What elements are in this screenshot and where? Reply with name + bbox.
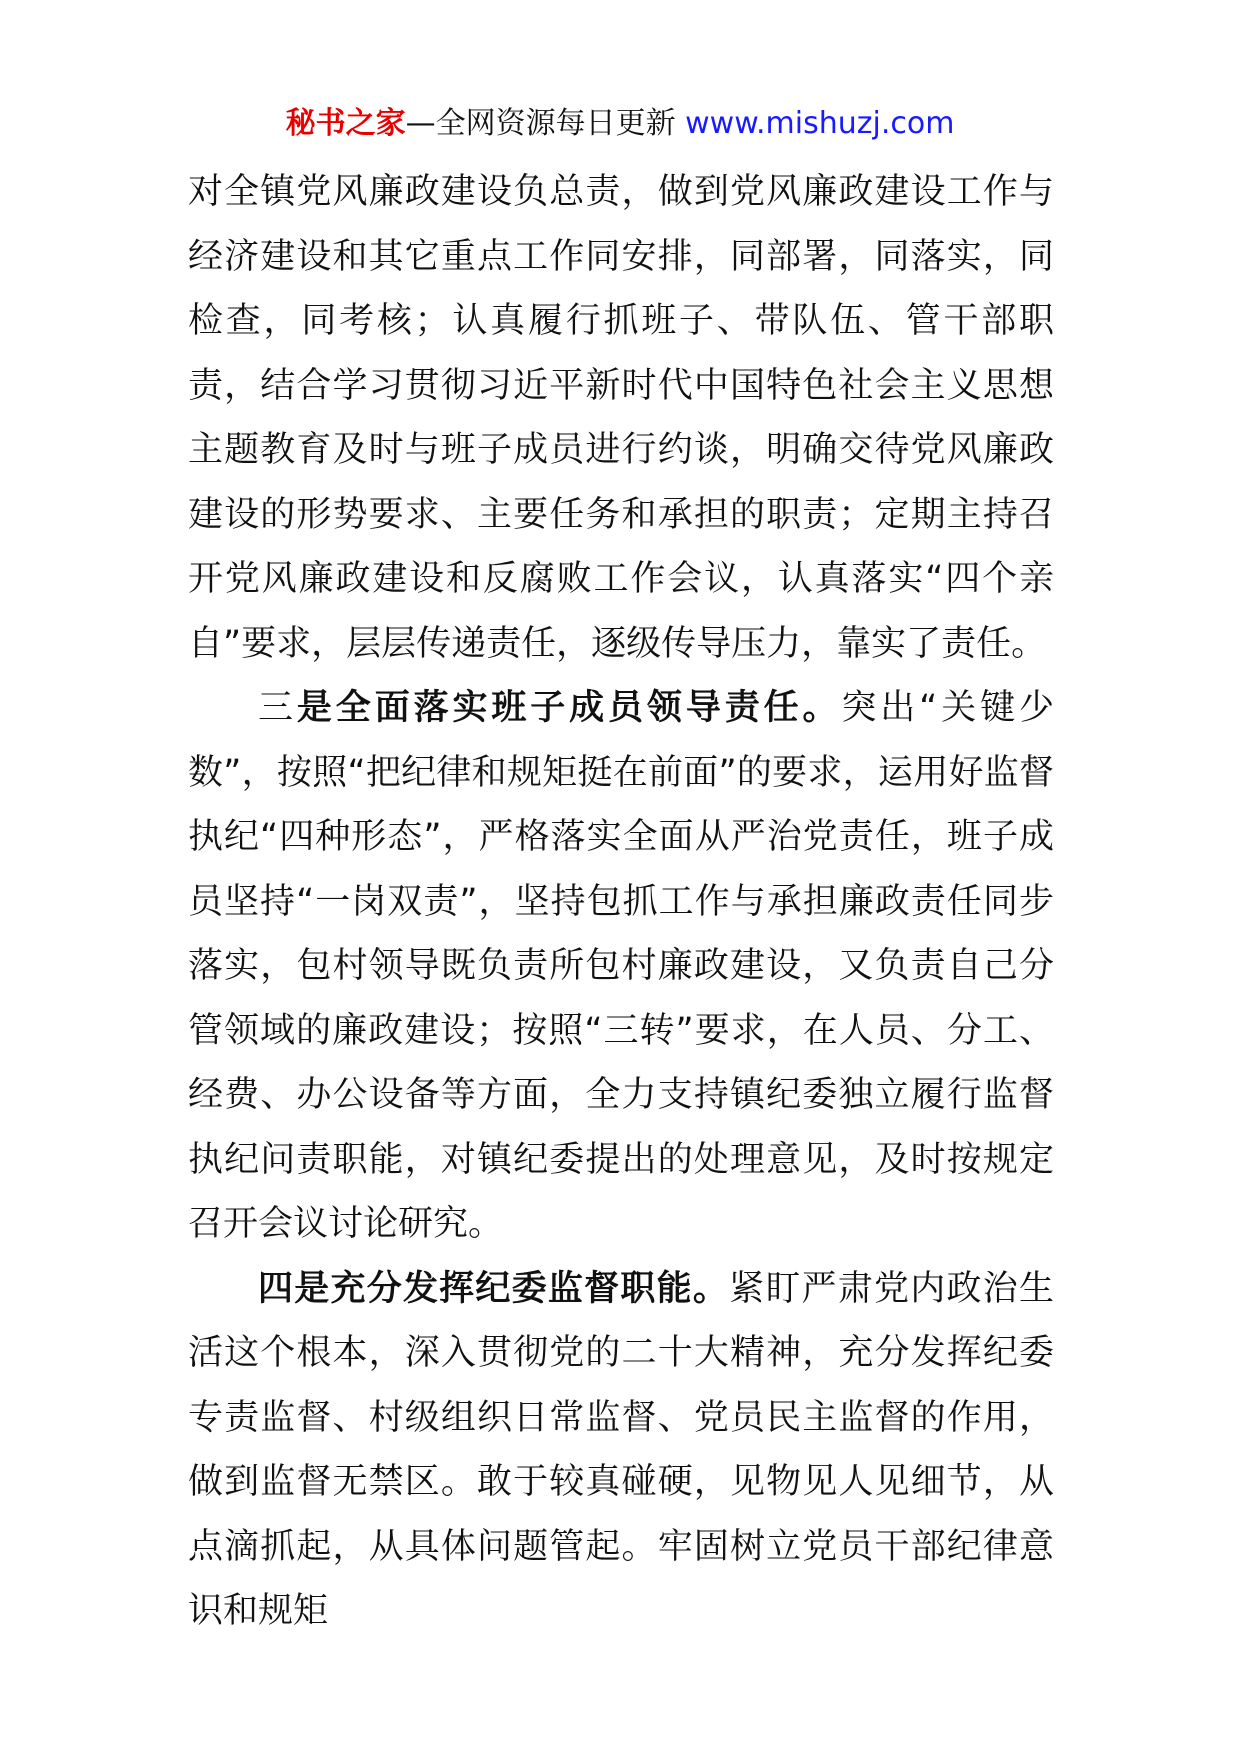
paragraph-text: 紧盯严肃党内政治生活这个根本，深入贯彻党的二十大精神，充分发挥纪委专责监督、村级组织日常监督、党员民主监督的作用，做到监督无禁区。敢于较真碰硬，见物见人见细节，从点滴抓起，从具体问题管起。牢固树立党员干部纪律意识和规矩 xyxy=(188,1268,1054,1631)
paragraph-text: 对全镇党风廉政建设负总责，做到党风廉政建设工作与经济建设和其它重点工作同安排，同部署，同落实，同检查，同考核；认真履行抓班子、带队伍、管干部职责，结合学习贯彻习近平新时代中国特色社会主义思想主题教育及时与班子成员进行约谈，明确交待党风廉政建设的形势要求、主要任务和承担的职责；定期主持召开党风廉政建设和反腐败工作会议，认真落实“四个亲自”要求，层层传递责任，逐级传导压力，靠实了责任。 xyxy=(188,172,1054,664)
document-body xyxy=(188,160,1054,1644)
paragraph-four xyxy=(188,1257,1054,1644)
site-header xyxy=(0,104,1240,144)
site-url-link[interactable]: www.mishuzj.com xyxy=(685,106,955,141)
paragraph-lead-heading: 四是充分发挥纪委监督职能。 xyxy=(258,1268,730,1309)
paragraph-continuation xyxy=(188,160,1054,676)
paragraph-prefix: 三 xyxy=(258,688,297,728)
paragraph-text: 突出“关键少数”，按照“把纪律和规矩挺在前面”的要求，运用好监督执纪“四种形态”，严格落实全面从严治党责任，班子成员坚持“一岗双责”，坚持包抓工作与承担廉政责任同步落实，包村领导既负责所包村廉政建设，又负责自己分管领域的廉政建设；按照“三转”要求，在人员、分工、经费、办公设备等方面，全力支持镇纪委独立履行监督执纪问责职能，对镇纪委提出的处理意见，及时按规定召开会议讨论研究。 xyxy=(188,688,1054,1244)
header-tagline: —全网资源每日更新 xyxy=(405,106,676,141)
brand-name: 秘书之家 xyxy=(285,106,406,141)
paragraph-three xyxy=(188,676,1054,1257)
paragraph-lead-heading: 是全面落实班子成员领导责任。 xyxy=(296,688,842,728)
